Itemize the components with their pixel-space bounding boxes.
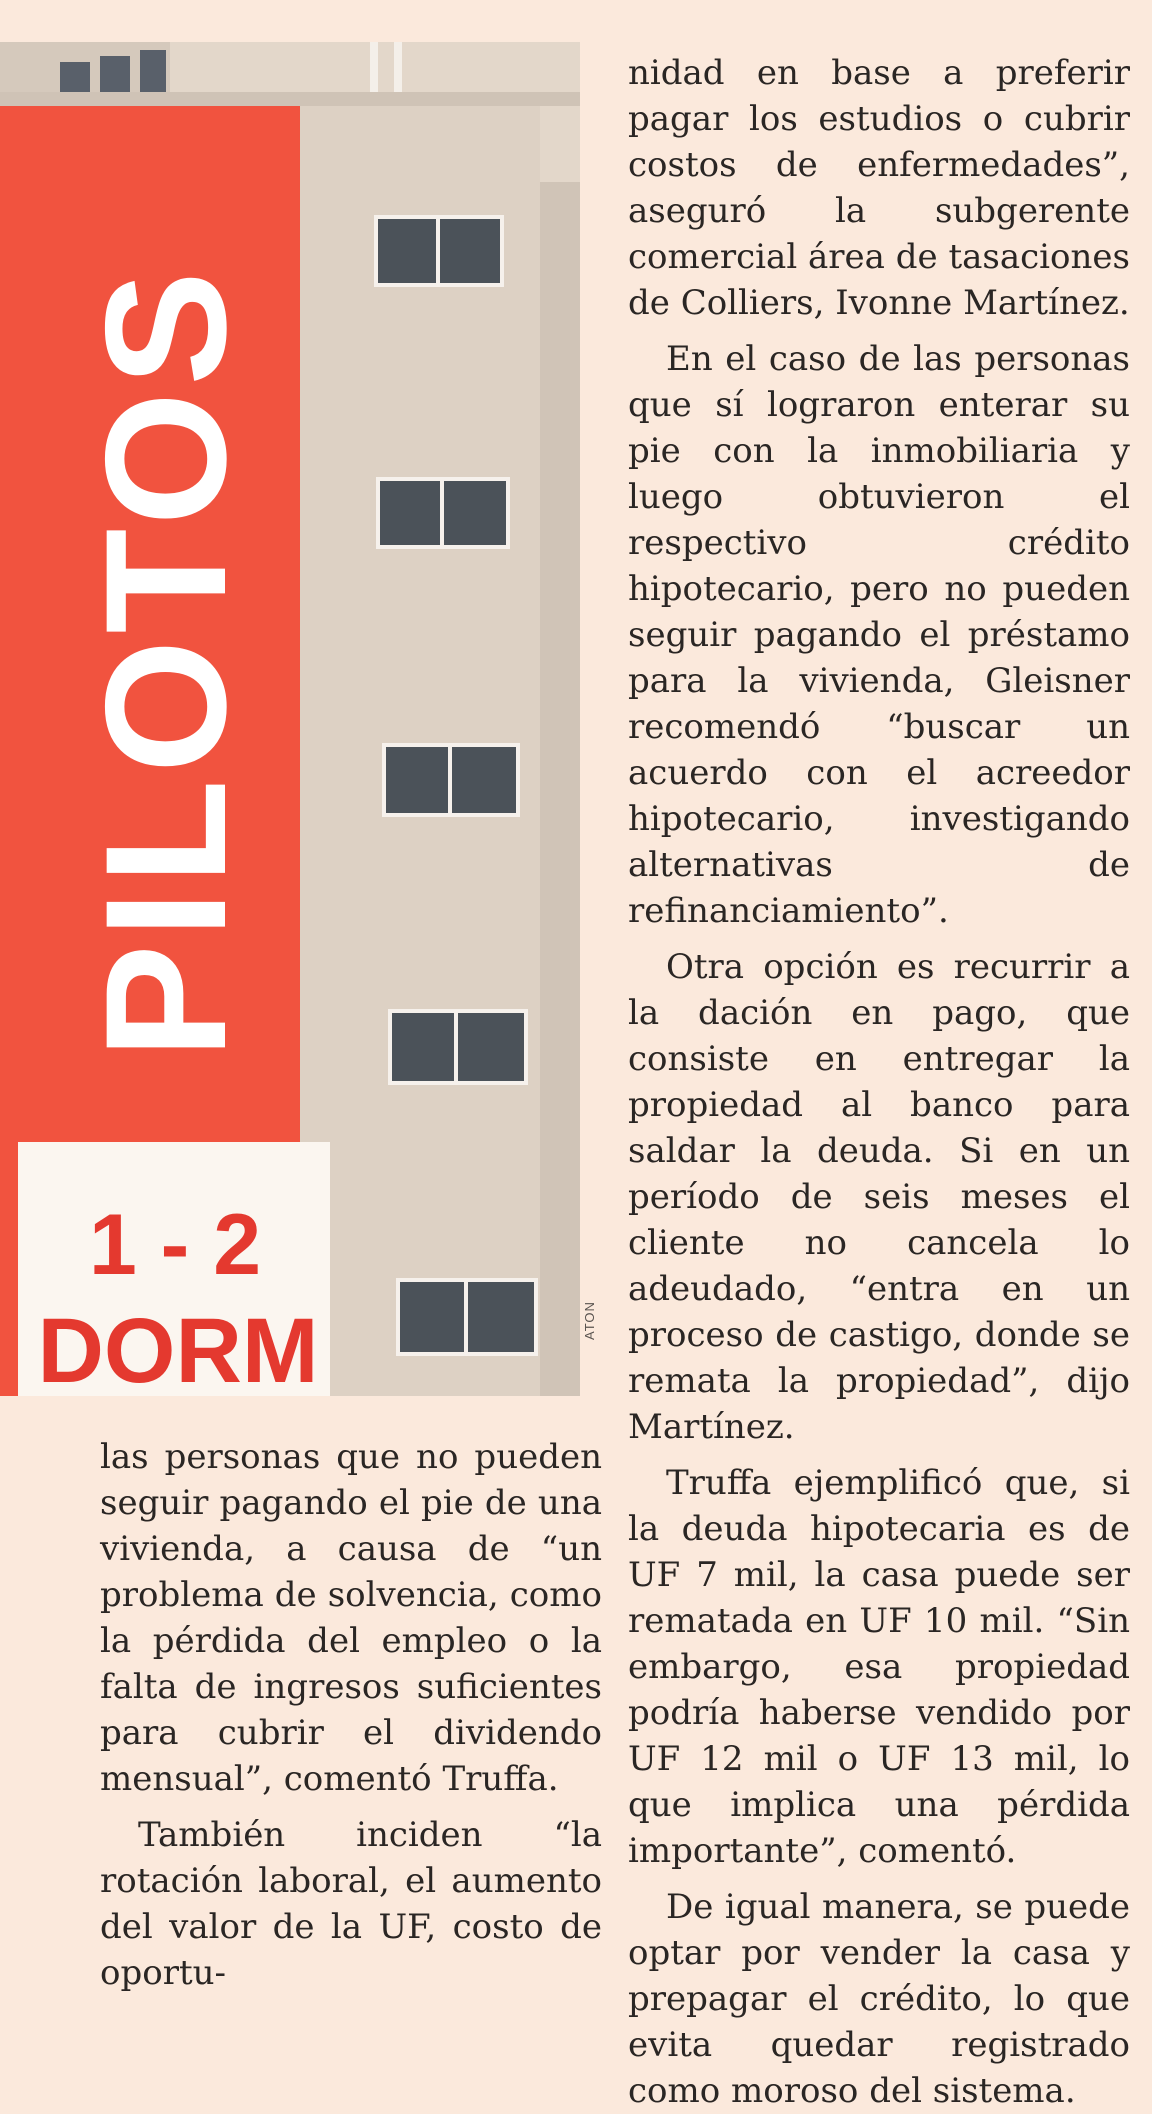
paragraph-rotacion: También inciden “la rotación laboral, el aumento del valor de la UF, costo de oportu- <box>100 1815 602 1993</box>
paragraph-truffa-example: Truffa ejemplificó que, si la deuda hipotecaria es de UF 7 mil, la casa puede ser rematada en UF 10 mil. “Sin embargo, esa propiedad podría haberse vendido por UF 12 mil o UF 13 mil, lo que implica una pérdida importante”, comentó. <box>628 1463 1130 1871</box>
building-banner-illustration <box>0 42 580 1396</box>
article-column-left <box>100 1434 602 1996</box>
paragraph-gleisner: En el caso de las personas que sí lograron enterar su pie con la inmobiliaria y luego obtuvieron el respectivo crédito hipotecario, pero no pueden seguir pagando el préstamo para la vivienda, Gleisner recomendó “buscar un acuerdo con el acreedor hipotecario, investigando alternativas de refinanciamiento”. <box>628 339 1130 931</box>
article-column-right <box>628 50 1130 2114</box>
article-photo <box>0 42 580 1396</box>
paragraph-dacion-en-pago: Otra opción es recurrir a la dación en pago, que consiste en entregar la propiedad al banco para saldar la deuda. Si en un período de seis meses el cliente no cancela lo adeudado, “entra en un proceso de castigo, donde se remata la propiedad”, dijo Martínez. <box>628 947 1130 1447</box>
paragraph-solvencia: las personas que no pueden seguir pagando el pie de una vivienda, a causa de “un problema de solvencia, como la pérdida del empleo o la falta de ingresos suficientes para cubrir el dividendo mensual”, comentó Truffa. <box>100 1437 602 1799</box>
banner-pilotos-text: PILOTOS <box>70 265 262 1059</box>
paragraph-vender-casa: De igual manera, se puede optar por vender la casa y prepagar el crédito, lo que evita quedar registrado como moroso del sistema. <box>628 1887 1130 2111</box>
photo-credit: ATON <box>582 1301 597 1340</box>
banner-dorm-label: DORM <box>37 1300 319 1396</box>
paragraph-continuation: nidad en base a preferir pagar los estudios o cubrir costos de enfermedades”, aseguró la subgerente comercial área de tasaciones de Colliers, Ivonne Martínez. <box>628 53 1130 323</box>
banner-dorm-count: 1 - 2 <box>88 1197 262 1293</box>
